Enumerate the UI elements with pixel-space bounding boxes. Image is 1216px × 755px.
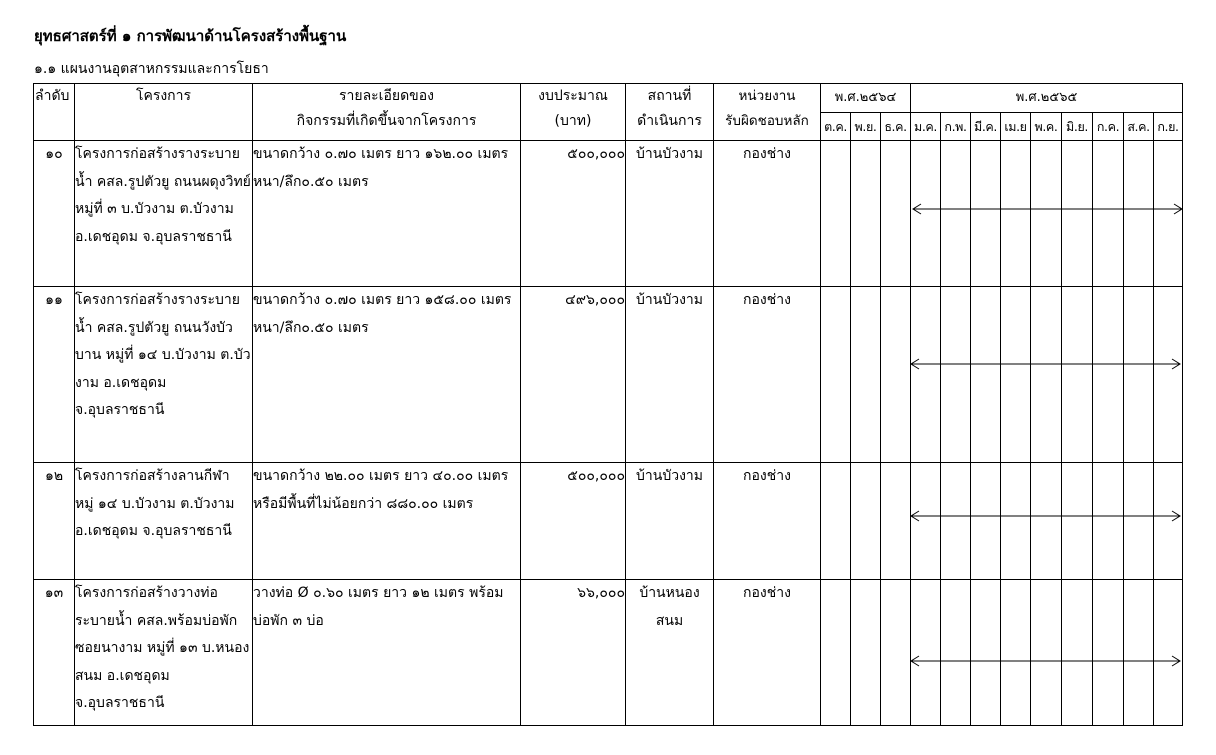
month-header: มี.ค. xyxy=(971,112,1001,141)
month-header: มิ.ย. xyxy=(1062,112,1093,141)
row-location: บ้านหนองสนม xyxy=(626,580,714,726)
month-cell xyxy=(851,141,881,287)
month-cell xyxy=(1031,287,1062,463)
month-cell xyxy=(821,141,851,287)
header-unit-line1: หน่วยงาน xyxy=(738,88,796,104)
month-header: เม.ย xyxy=(1001,112,1031,141)
month-cell xyxy=(1031,141,1062,287)
header-no-label: ลำดับ xyxy=(35,88,70,104)
month-cell xyxy=(1093,580,1124,726)
month-cell xyxy=(1001,141,1031,287)
page-title: ยุทธศาสตร์ที่ ๑ การพัฒนาด้านโครงสร้างพื้นฐาน xyxy=(34,27,347,45)
header-detail-line2: กิจกรรมที่เกิดขึ้นจากโครงการ xyxy=(296,113,477,129)
header-unit-line2: รับผิดชอบหลัก xyxy=(725,113,809,129)
month-cell xyxy=(1093,463,1124,580)
month-cell xyxy=(1124,463,1154,580)
month-cell xyxy=(1124,287,1154,463)
month-header: ส.ค. xyxy=(1124,112,1154,141)
row-no: ๑๓ xyxy=(34,580,75,726)
row-location: บ้านบัวงาม xyxy=(626,463,714,580)
table-row xyxy=(34,463,1183,580)
month-cell xyxy=(881,580,911,726)
month-cell xyxy=(1154,580,1183,726)
row-no: ๑๐ xyxy=(34,141,75,287)
month-cell xyxy=(1154,463,1183,580)
table-row xyxy=(34,580,1183,726)
month-cell xyxy=(971,463,1001,580)
month-cell xyxy=(881,141,911,287)
row-detail: ขนาดกว้าง ๐.๗๐ เมตร ยาว ๑๕๘.๐๐ เมตร หนา/ลึก๐.๕๐ เมตร xyxy=(253,287,521,463)
month-cell xyxy=(941,580,971,726)
header-location-line2: ดำเนินการ xyxy=(637,113,702,129)
header-year-2565-label: พ.ศ.๒๕๖๕ xyxy=(1015,90,1078,105)
month-cell xyxy=(911,287,941,463)
row-unit: กองช่าง xyxy=(714,463,821,580)
table-row xyxy=(34,141,1183,287)
row-budget: ๕๐๐,๐๐๐ xyxy=(521,463,626,580)
month-cell xyxy=(941,463,971,580)
row-no: ๑๒ xyxy=(34,463,75,580)
header-location xyxy=(626,84,714,141)
row-project: โครงการก่อสร้างรางระบายน้ำ คสล.รูปตัวยู ถนนวังบัวบาน หมู่ที่ ๑๔ บ.บัวงาม ต.บัวงาม อ.เดชอุดม จ.อุบลราชธานี xyxy=(75,287,253,463)
header-budget-line2: (บาท) xyxy=(554,113,592,129)
table-row xyxy=(34,287,1183,463)
header-detail xyxy=(253,84,521,141)
month-cell xyxy=(1124,580,1154,726)
month-cell xyxy=(851,287,881,463)
month-cell xyxy=(1093,141,1124,287)
row-budget: ๕๐๐,๐๐๐ xyxy=(521,141,626,287)
month-cell xyxy=(1154,287,1183,463)
month-cell xyxy=(851,463,881,580)
month-cell xyxy=(821,580,851,726)
month-cell xyxy=(911,463,941,580)
row-unit: กองช่าง xyxy=(714,141,821,287)
month-cell xyxy=(821,287,851,463)
row-detail: วางท่อ Ø ๐.๖๐ เมตร ยาว ๑๒ เมตร พร้อมบ่อพัก ๓ บ่อ xyxy=(253,580,521,726)
header-year-2564-label: พ.ศ.๒๕๖๔ xyxy=(834,90,897,105)
month-cell xyxy=(881,287,911,463)
month-cell xyxy=(1031,580,1062,726)
month-cell xyxy=(971,141,1001,287)
month-cell xyxy=(971,287,1001,463)
month-header: ก.ค. xyxy=(1093,112,1124,141)
header-location-line1: สถานที่ xyxy=(647,88,692,104)
month-cell xyxy=(1093,287,1124,463)
project-plan-table xyxy=(33,83,1183,726)
month-cell xyxy=(911,580,941,726)
page-subtitle: ๑.๑ แผนงานอุตสาหกรรมและการโยธา xyxy=(34,61,269,77)
header-budget xyxy=(521,84,626,141)
header-project-label: โครงการ xyxy=(135,88,192,104)
month-header: ก.พ. xyxy=(941,112,971,141)
row-budget: ๖๖,๐๐๐ xyxy=(521,580,626,726)
month-header: พ.ค. xyxy=(1031,112,1062,141)
header-no xyxy=(34,84,75,141)
month-cell xyxy=(1031,463,1062,580)
row-project: โครงการก่อสร้างลานกีฬา หมู่ ๑๔ บ.บัวงาม ต.บัวงาม อ.เดชอุดม จ.อุบลราชธานี xyxy=(75,463,253,580)
row-no: ๑๑ xyxy=(34,287,75,463)
month-cell xyxy=(971,580,1001,726)
month-cell xyxy=(941,141,971,287)
month-cell xyxy=(1154,141,1183,287)
row-detail: ขนาดกว้าง ๐.๗๐ เมตร ยาว ๑๖๒.๐๐ เมตร หนา/ลึก๐.๕๐ เมตร xyxy=(253,141,521,287)
month-header: ธ.ค. xyxy=(881,112,911,141)
month-header: พ.ย. xyxy=(851,112,881,141)
row-project: โครงการก่อสร้างรางระบายน้ำ คสล.รูปตัวยู ถนนผดุงวิทย์ หมู่ที่ ๓ บ.บัวงาม ต.บัวงาม อ.เดชอุดม จ.อุบลราชธานี xyxy=(75,141,253,287)
month-cell xyxy=(941,287,971,463)
row-unit: กองช่าง xyxy=(714,287,821,463)
month-cell xyxy=(851,580,881,726)
header-year-2565 xyxy=(911,84,1183,113)
row-location: บ้านบัวงาม xyxy=(626,141,714,287)
month-cell xyxy=(881,463,911,580)
header-row-1 xyxy=(34,84,1183,113)
month-cell xyxy=(1001,580,1031,726)
month-cell xyxy=(1062,287,1093,463)
header-year-2564 xyxy=(821,84,911,113)
month-cell xyxy=(1001,287,1031,463)
row-project: โครงการก่อสร้างวางท่อระบายน้ำ คสล.พร้อมบ่อพัก ซอยนางาม หมู่ที่ ๑๓ บ.หนองสนม อ.เดชอุดม จ.อุบลราชธานี xyxy=(75,580,253,726)
month-header: ต.ค. xyxy=(821,112,851,141)
month-cell xyxy=(1124,141,1154,287)
row-location: บ้านบัวงาม xyxy=(626,287,714,463)
header-project xyxy=(75,84,253,141)
row-budget: ๔๙๖,๐๐๐ xyxy=(521,287,626,463)
month-cell xyxy=(1062,141,1093,287)
month-header: ม.ค. xyxy=(911,112,941,141)
row-unit: กองช่าง xyxy=(714,580,821,726)
month-cell xyxy=(1062,463,1093,580)
month-header: ก.ย. xyxy=(1154,112,1183,141)
month-cell xyxy=(821,463,851,580)
month-cell xyxy=(1062,580,1093,726)
month-cell xyxy=(1001,463,1031,580)
header-budget-line1: งบประมาณ xyxy=(538,88,608,104)
month-cell xyxy=(911,141,941,287)
header-detail-line1: รายละเอียดของ xyxy=(339,88,434,104)
row-detail: ขนาดกว้าง ๒๒.๐๐ เมตร ยาว ๔๐.๐๐ เมตร หรือมีพื้นที่ไม่น้อยกว่า ๘๘๐.๐๐ เมตร xyxy=(253,463,521,580)
header-unit xyxy=(714,84,821,141)
